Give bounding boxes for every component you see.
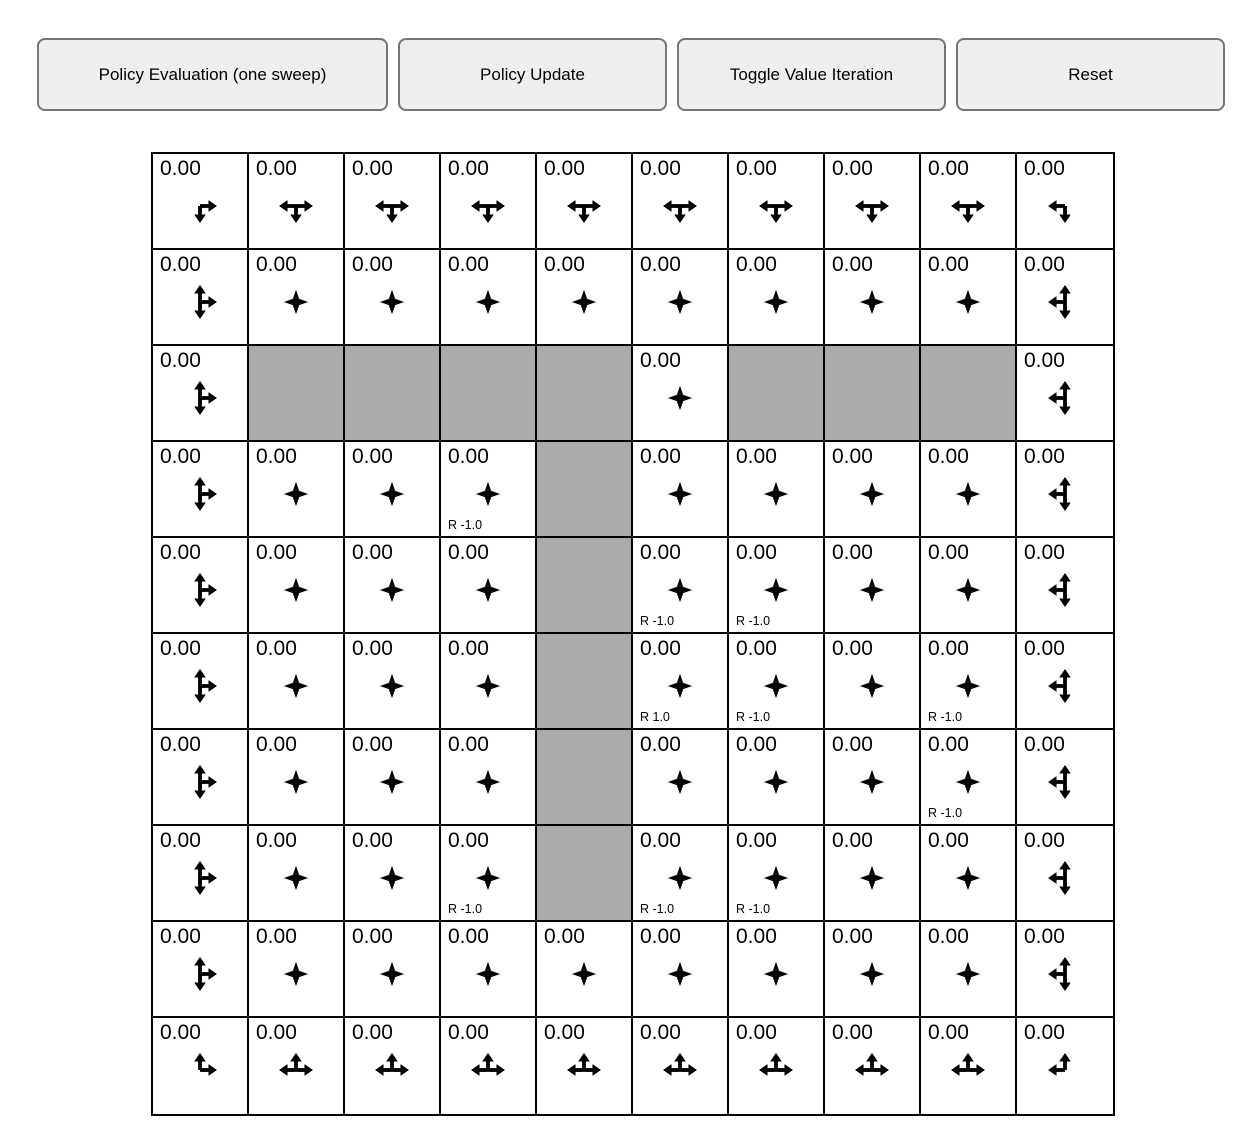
grid-cell — [249, 634, 345, 730]
cell-reward: R -1.0 — [736, 614, 771, 628]
cell-value: 0.00 — [352, 253, 393, 276]
grid-cell — [921, 730, 1017, 826]
cell-value: 0.00 — [1024, 445, 1065, 468]
cell-value: 0.00 — [640, 733, 681, 756]
grid-cell — [441, 730, 537, 826]
cell-value: 0.00 — [160, 733, 201, 756]
cell-value: 0.00 — [640, 637, 681, 660]
grid-cell — [441, 1018, 537, 1114]
grid-cell — [345, 826, 441, 922]
cell-value: 0.00 — [640, 157, 681, 180]
grid-cell — [729, 922, 825, 1018]
policy-arrows-icon — [182, 572, 218, 608]
policy-arrows-icon — [470, 668, 506, 704]
policy-arrows-icon — [1047, 188, 1083, 224]
grid-cell — [153, 922, 249, 1018]
cell-value: 0.00 — [448, 445, 489, 468]
cell-value: 0.00 — [256, 445, 297, 468]
policy-arrows-icon — [662, 1052, 698, 1088]
cell-value: 0.00 — [256, 637, 297, 660]
policy-arrows-icon — [950, 764, 986, 800]
cell-value: 0.00 — [256, 1021, 297, 1044]
grid-cell — [153, 1018, 249, 1114]
policy-arrows-icon — [470, 284, 506, 320]
grid-cell — [729, 730, 825, 826]
grid-cell — [729, 826, 825, 922]
grid-cell — [1017, 538, 1113, 634]
cell-value: 0.00 — [160, 445, 201, 468]
grid-cell — [1017, 634, 1113, 730]
grid-cell — [249, 442, 345, 538]
grid-cell — [153, 250, 249, 346]
cell-value: 0.00 — [352, 445, 393, 468]
policy-arrows-icon — [182, 188, 218, 224]
cell-value: 0.00 — [448, 1021, 489, 1044]
cell-reward: R -1.0 — [640, 902, 675, 916]
cell-value: 0.00 — [256, 541, 297, 564]
policy-arrows-icon — [470, 188, 506, 224]
policy-arrows-icon — [662, 860, 698, 896]
policy-arrows-icon — [854, 1052, 890, 1088]
policy-arrows-icon — [278, 572, 314, 608]
cell-value: 0.00 — [160, 349, 201, 372]
grid-cell — [345, 730, 441, 826]
grid-cell — [921, 634, 1017, 730]
grid-cell — [441, 538, 537, 634]
policy-arrows-icon — [950, 668, 986, 704]
grid-cell — [537, 250, 633, 346]
policy-arrows-icon — [950, 956, 986, 992]
policy-update-button[interactable]: Policy Update — [398, 38, 667, 111]
cell-value: 0.00 — [352, 733, 393, 756]
wall-cell — [825, 346, 921, 442]
policy-arrows-icon — [470, 476, 506, 512]
cell-value: 0.00 — [160, 1021, 201, 1044]
policy-arrows-icon — [854, 668, 890, 704]
wall-cell — [441, 346, 537, 442]
grid-cell — [249, 922, 345, 1018]
cell-value: 0.00 — [736, 253, 777, 276]
grid-cell — [729, 634, 825, 730]
policy-arrows-icon — [566, 1052, 602, 1088]
reset-button[interactable]: Reset — [956, 38, 1225, 111]
policy-arrows-icon — [758, 572, 794, 608]
grid-cell — [249, 250, 345, 346]
policy-arrows-icon — [374, 956, 410, 992]
cell-value: 0.00 — [640, 1021, 681, 1044]
policy-arrows-icon — [1047, 764, 1083, 800]
grid-cell — [825, 250, 921, 346]
grid-cell — [825, 154, 921, 250]
grid-cell — [1017, 1018, 1113, 1114]
grid-cell — [633, 250, 729, 346]
policy-arrows-icon — [182, 476, 218, 512]
grid-cell — [633, 538, 729, 634]
policy-arrows-icon — [182, 956, 218, 992]
cell-value: 0.00 — [832, 541, 873, 564]
grid-cell — [345, 154, 441, 250]
cell-value: 0.00 — [544, 1021, 585, 1044]
policy-arrows-icon — [278, 476, 314, 512]
policy-arrows-icon — [662, 956, 698, 992]
cell-value: 0.00 — [544, 157, 585, 180]
grid-cell — [537, 154, 633, 250]
policy-arrows-icon — [374, 188, 410, 224]
cell-value: 0.00 — [736, 829, 777, 852]
cell-value: 0.00 — [640, 253, 681, 276]
grid-cell — [153, 154, 249, 250]
cell-value: 0.00 — [160, 829, 201, 852]
cell-value: 0.00 — [736, 1021, 777, 1044]
policy-arrows-icon — [854, 284, 890, 320]
cell-value: 0.00 — [736, 637, 777, 660]
cell-value: 0.00 — [160, 541, 201, 564]
grid-cell — [441, 922, 537, 1018]
cell-value: 0.00 — [448, 925, 489, 948]
cell-value: 0.00 — [256, 253, 297, 276]
wall-cell — [537, 826, 633, 922]
grid-cell — [441, 634, 537, 730]
grid-cell — [537, 922, 633, 1018]
policy-arrows-icon — [758, 860, 794, 896]
policy-arrows-icon — [854, 956, 890, 992]
cell-value: 0.00 — [1024, 733, 1065, 756]
cell-reward: R 1.0 — [640, 710, 670, 724]
cell-value: 0.00 — [640, 349, 681, 372]
cell-value: 0.00 — [160, 925, 201, 948]
grid-cell — [153, 346, 249, 442]
grid-cell — [729, 250, 825, 346]
grid-cell — [921, 826, 1017, 922]
policy-arrows-icon — [374, 764, 410, 800]
grid-cell — [825, 538, 921, 634]
grid-cell — [153, 634, 249, 730]
cell-value: 0.00 — [640, 829, 681, 852]
wall-cell — [537, 346, 633, 442]
policy-arrows-icon — [278, 284, 314, 320]
cell-value: 0.00 — [352, 637, 393, 660]
policy-arrows-icon — [950, 284, 986, 320]
cell-value: 0.00 — [352, 1021, 393, 1044]
cell-value: 0.00 — [832, 445, 873, 468]
cell-value: 0.00 — [928, 637, 969, 660]
grid-cell — [153, 730, 249, 826]
cell-value: 0.00 — [1024, 925, 1065, 948]
policy-arrows-icon — [950, 1052, 986, 1088]
policy-arrows-icon — [278, 1052, 314, 1088]
cell-value: 0.00 — [544, 253, 585, 276]
cell-value: 0.00 — [736, 541, 777, 564]
cell-value: 0.00 — [256, 925, 297, 948]
grid-cell — [921, 250, 1017, 346]
policy-arrows-icon — [758, 668, 794, 704]
policy-arrows-icon — [182, 860, 218, 896]
grid-cell — [921, 922, 1017, 1018]
policy-arrows-icon — [950, 188, 986, 224]
cell-reward: R -1.0 — [928, 806, 963, 820]
cell-value: 0.00 — [928, 253, 969, 276]
toggle-value-iteration-button[interactable]: Toggle Value Iteration — [677, 38, 946, 111]
grid-cell — [249, 1018, 345, 1114]
grid-cell — [633, 922, 729, 1018]
cell-value: 0.00 — [928, 1021, 969, 1044]
wall-cell — [537, 442, 633, 538]
policy-arrows-icon — [374, 668, 410, 704]
grid-cell — [729, 154, 825, 250]
grid-cell — [921, 154, 1017, 250]
grid-cell — [825, 1018, 921, 1114]
grid-cell — [1017, 826, 1113, 922]
cell-value: 0.00 — [256, 157, 297, 180]
grid-cell — [633, 730, 729, 826]
policy-arrows-icon — [854, 764, 890, 800]
cell-reward: R -1.0 — [736, 710, 771, 724]
cell-value: 0.00 — [832, 829, 873, 852]
cell-value: 0.00 — [736, 925, 777, 948]
grid-cell — [633, 826, 729, 922]
policy-arrows-icon — [278, 668, 314, 704]
policy-arrows-icon — [1047, 668, 1083, 704]
grid-cell — [345, 442, 441, 538]
policy-arrows-icon — [470, 956, 506, 992]
cell-value: 0.00 — [832, 637, 873, 660]
policy-arrows-icon — [758, 476, 794, 512]
grid-cell — [1017, 250, 1113, 346]
grid-cell — [633, 154, 729, 250]
grid-cell — [633, 346, 729, 442]
grid-cell — [153, 826, 249, 922]
policy-arrows-icon — [662, 476, 698, 512]
grid-cell — [729, 538, 825, 634]
grid-cell — [441, 154, 537, 250]
cell-value: 0.00 — [736, 157, 777, 180]
grid-cell — [441, 826, 537, 922]
cell-value: 0.00 — [832, 157, 873, 180]
cell-value: 0.00 — [160, 253, 201, 276]
policy-arrows-icon — [758, 188, 794, 224]
grid-cell — [537, 1018, 633, 1114]
cell-value: 0.00 — [352, 157, 393, 180]
grid-cell — [249, 826, 345, 922]
cell-value: 0.00 — [1024, 253, 1065, 276]
policy-arrows-icon — [854, 476, 890, 512]
wall-cell — [345, 346, 441, 442]
cell-value: 0.00 — [928, 925, 969, 948]
wall-cell — [537, 634, 633, 730]
grid-cell — [825, 442, 921, 538]
cell-value: 0.00 — [352, 925, 393, 948]
policy-arrows-icon — [1047, 956, 1083, 992]
policy-arrows-icon — [278, 956, 314, 992]
grid-cell — [729, 442, 825, 538]
policy-arrows-icon — [854, 188, 890, 224]
policy-arrows-icon — [854, 572, 890, 608]
wall-cell — [729, 346, 825, 442]
cell-value: 0.00 — [352, 541, 393, 564]
policy-arrows-icon — [374, 476, 410, 512]
policy-arrows-icon — [566, 956, 602, 992]
policy-arrows-icon — [374, 572, 410, 608]
wall-cell — [537, 538, 633, 634]
policy-arrows-icon — [662, 764, 698, 800]
cell-value: 0.00 — [256, 733, 297, 756]
cell-value: 0.00 — [544, 925, 585, 948]
cell-reward: R -1.0 — [928, 710, 963, 724]
policy-arrows-icon — [1047, 572, 1083, 608]
grid-cell — [441, 442, 537, 538]
cell-value: 0.00 — [928, 157, 969, 180]
policy-arrows-icon — [470, 764, 506, 800]
cell-value: 0.00 — [928, 829, 969, 852]
policy-arrows-icon — [470, 572, 506, 608]
cell-value: 0.00 — [1024, 637, 1065, 660]
cell-value: 0.00 — [832, 733, 873, 756]
policy-arrows-icon — [470, 1052, 506, 1088]
policy-arrows-icon — [278, 188, 314, 224]
policy-arrows-icon — [1047, 1052, 1083, 1088]
grid-cell — [1017, 922, 1113, 1018]
grid-cell — [249, 154, 345, 250]
policy-arrows-icon — [182, 380, 218, 416]
policy-arrows-icon — [374, 284, 410, 320]
wall-cell — [249, 346, 345, 442]
grid-cell — [345, 922, 441, 1018]
policy-arrows-icon — [758, 1052, 794, 1088]
cell-value: 0.00 — [448, 637, 489, 660]
cell-reward: R -1.0 — [448, 518, 483, 532]
policy-arrows-icon — [950, 572, 986, 608]
policy-arrows-icon — [374, 860, 410, 896]
policy-arrows-icon — [278, 860, 314, 896]
cell-value: 0.00 — [352, 829, 393, 852]
grid-cell — [921, 1018, 1017, 1114]
cell-value: 0.00 — [160, 637, 201, 660]
grid-cell — [825, 826, 921, 922]
grid-cell — [1017, 154, 1113, 250]
cell-value: 0.00 — [1024, 829, 1065, 852]
cell-value: 0.00 — [448, 733, 489, 756]
cell-reward: R -1.0 — [640, 614, 675, 628]
grid-cell — [249, 538, 345, 634]
policy-arrows-icon — [662, 668, 698, 704]
policy-arrows-icon — [278, 764, 314, 800]
policy-arrows-icon — [662, 572, 698, 608]
grid-cell — [633, 1018, 729, 1114]
cell-reward: R -1.0 — [448, 902, 483, 916]
policy-arrows-icon — [758, 764, 794, 800]
grid-cell — [153, 538, 249, 634]
policy-arrows-icon — [374, 1052, 410, 1088]
cell-value: 0.00 — [640, 445, 681, 468]
cell-value: 0.00 — [160, 157, 201, 180]
cell-value: 0.00 — [448, 541, 489, 564]
grid-cell — [441, 250, 537, 346]
cell-value: 0.00 — [640, 541, 681, 564]
grid-cell — [345, 634, 441, 730]
grid-cell — [249, 730, 345, 826]
grid-cell — [153, 442, 249, 538]
cell-value: 0.00 — [448, 157, 489, 180]
cell-value: 0.00 — [736, 733, 777, 756]
cell-value: 0.00 — [928, 541, 969, 564]
policy-arrows-icon — [758, 284, 794, 320]
cell-value: 0.00 — [928, 445, 969, 468]
grid-cell — [1017, 346, 1113, 442]
grid-cell — [345, 250, 441, 346]
grid-cell — [345, 1018, 441, 1114]
cell-value: 0.00 — [928, 733, 969, 756]
cell-value: 0.00 — [832, 1021, 873, 1044]
cell-value: 0.00 — [256, 829, 297, 852]
cell-value: 0.00 — [1024, 157, 1065, 180]
policy-arrows-icon — [950, 476, 986, 512]
grid-cell — [729, 1018, 825, 1114]
grid-cell — [1017, 730, 1113, 826]
policy-arrows-icon — [182, 764, 218, 800]
grid-cell — [633, 634, 729, 730]
wall-cell — [537, 730, 633, 826]
policy-arrows-icon — [1047, 380, 1083, 416]
policy-arrows-icon — [854, 860, 890, 896]
policy-grid — [151, 152, 1115, 1116]
grid-cell — [1017, 442, 1113, 538]
grid-cell — [345, 538, 441, 634]
cell-value: 0.00 — [640, 925, 681, 948]
policy-arrows-icon — [1047, 476, 1083, 512]
policy-arrows-icon — [566, 188, 602, 224]
toolbar — [37, 38, 1225, 111]
grid-cell — [825, 922, 921, 1018]
cell-value: 0.00 — [736, 445, 777, 468]
grid-cell — [921, 538, 1017, 634]
grid-cell — [921, 442, 1017, 538]
cell-value: 0.00 — [448, 829, 489, 852]
policy-arrows-icon — [662, 380, 698, 416]
cell-value: 0.00 — [1024, 349, 1065, 372]
policy-arrows-icon — [182, 1052, 218, 1088]
policy-arrows-icon — [1047, 860, 1083, 896]
grid-cell — [825, 730, 921, 826]
policy-arrows-icon — [470, 860, 506, 896]
cell-value: 0.00 — [1024, 541, 1065, 564]
cell-value: 0.00 — [1024, 1021, 1065, 1044]
policy-arrows-icon — [566, 284, 602, 320]
cell-reward: R -1.0 — [736, 902, 771, 916]
wall-cell — [921, 346, 1017, 442]
policy-arrows-icon — [758, 956, 794, 992]
policy-arrows-icon — [662, 188, 698, 224]
policy-arrows-icon — [1047, 284, 1083, 320]
policy-arrows-icon — [662, 284, 698, 320]
cell-value: 0.00 — [832, 925, 873, 948]
grid-cell — [633, 442, 729, 538]
cell-value: 0.00 — [448, 253, 489, 276]
grid-cell — [825, 634, 921, 730]
policy-arrows-icon — [950, 860, 986, 896]
policy-evaluation-button[interactable]: Policy Evaluation (one sweep) — [37, 38, 388, 111]
policy-arrows-icon — [182, 668, 218, 704]
cell-value: 0.00 — [832, 253, 873, 276]
policy-arrows-icon — [182, 284, 218, 320]
